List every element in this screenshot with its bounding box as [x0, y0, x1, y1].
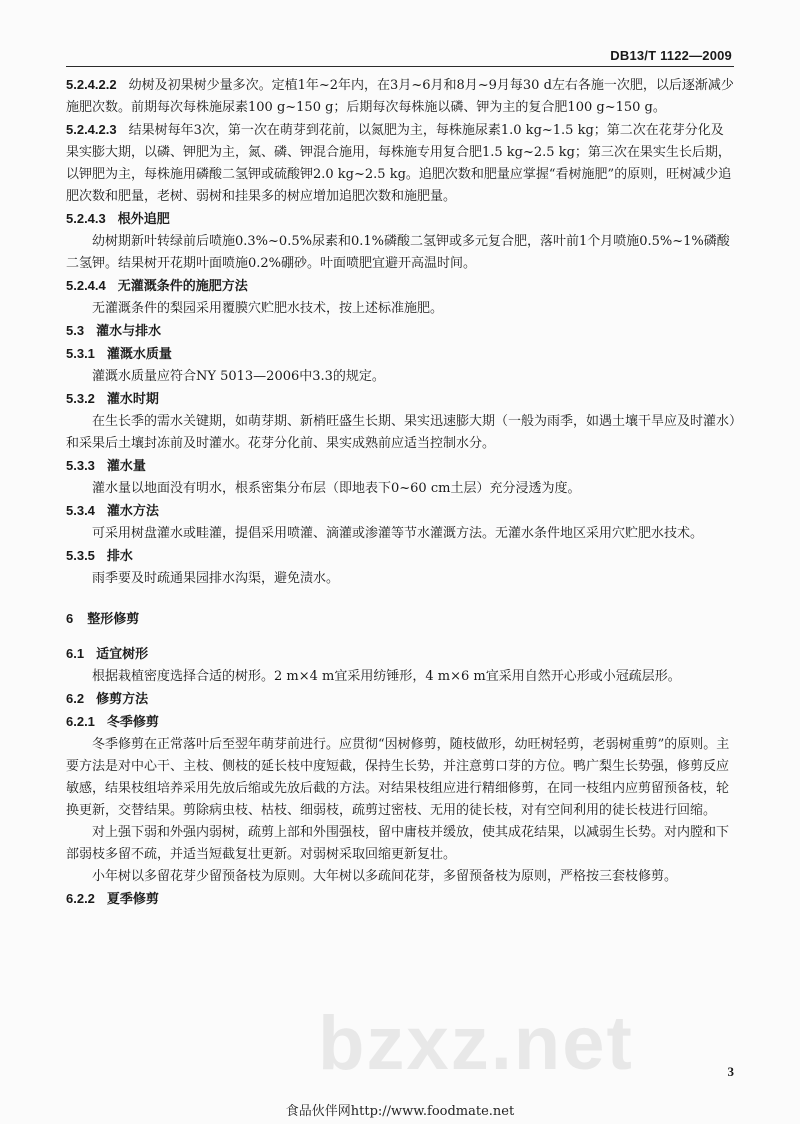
body-paragraph: 无灌溉条件的梨园采用覆膜穴贮肥水技术，按上述标准施肥。: [92, 301, 444, 316]
heading-text: 夏季修剪: [106, 892, 159, 907]
heading-text: 灌水与排水: [96, 324, 162, 339]
heading-text: 修剪方法: [96, 692, 149, 707]
page-number: 3: [727, 1064, 734, 1079]
heading-number: 6.2.2: [66, 891, 95, 906]
section-heading: [66, 888, 736, 911]
watermark: bzxz.net: [318, 1001, 634, 1086]
clause-paragraph: [66, 74, 736, 119]
section-heading: [66, 455, 736, 478]
section-heading: [66, 643, 736, 666]
section-heading: [66, 500, 736, 523]
heading-number: 5.3.5: [66, 548, 95, 563]
clause-paragraph: [66, 119, 736, 208]
section-heading: [66, 688, 736, 711]
body-paragraph: 冬季修剪在正常落叶后至翌年萌芽前进行。应贯彻“因树修剪，随枝做形，幼旺树轻剪，老弱树重剪”的原则。主要方法是对中心干、主枝、侧枝的延长枝中度短截，保持生长势，并注意剪口芽的方位。鸭广梨生长势强，修剪反应敏感，结果枝组培养采用先放后缩或先放后截的方法。对结果枝组应进行精细修剪，在同一枝组内应剪留预备枝，轮换更新，交替结果。剪除病虫枝、枯枝、细弱枝，疏剪过密枝、无用的徒长枝，对有空间利用的徒长枝进行回缩。: [66, 737, 730, 818]
heading-number: 5.3: [66, 323, 85, 338]
body-paragraph: 小年树以多留花芽少留预备枝为原则。大年树以多疏间花芽，多留预备枝为原则，严格按三套枝修剪。: [92, 869, 678, 884]
body-paragraph: 雨季要及时疏通果园排水沟渠，避免渍水。: [92, 571, 340, 586]
header-rule: [66, 66, 734, 67]
heading-number: 6.1: [66, 646, 85, 661]
section-heading: [66, 711, 736, 734]
chapter-heading: [66, 608, 736, 631]
body-paragraph: 灌溉水质量应符合NY 5013—2006中3.3的规定。: [92, 369, 385, 384]
section-heading: [66, 320, 736, 343]
heading-text: 根外追肥: [117, 212, 170, 227]
heading-number: 5.3.4: [66, 503, 95, 518]
heading-number: 5.3.1: [66, 346, 95, 361]
footer-source: 食品伙伴网http://www.foodmate.net: [285, 1104, 515, 1119]
heading-text: 灌溉水质量: [106, 347, 172, 362]
clause-text: 结果树每年3次，第一次在萌芽到花前，以氮肥为主，每株施尿素1.0 kg~1.5 kg；第二次在花芽分化及果实膨大期，以磷、钾肥为主，氮、磷、钾混合施用，每株施专用复合肥1.5 kg~2.5 kg；第三次在果实生长后期，以钾肥为主，每株施用磷酸二氢钾或硫酸钾2.0 kg~2.5 kg。追肥次数和肥量应掌握“看树施肥”的原则，旺树减少追肥次数和肥量，老树、弱树和挂果多的树应增加追肥次数和施肥量。: [66, 123, 732, 204]
heading-number: 5.3.2: [66, 391, 95, 406]
body-paragraph: 在生长季的需水关键期，如萌芽期、新梢旺盛生长期、果实迅速膨大期（一般为雨季，如遇土壤干旱应及时灌水）和采果后土壤封冻前及时灌水。花芽分化前、果实成熟前应适当控制水分。: [66, 414, 736, 451]
heading-number: 5.3.3: [66, 458, 95, 473]
heading-text: 灌水方法: [106, 504, 159, 519]
chapter-number: 6: [66, 611, 74, 626]
heading-number: 5.2.4.4: [66, 278, 106, 293]
heading-text: 冬季修剪: [106, 715, 159, 730]
heading-number: 6.2: [66, 691, 85, 706]
heading-number: 5.2.4.3: [66, 211, 106, 226]
body-paragraph: 对上强下弱和外强内弱树，疏剪上部和外围强枝，留中庸枝并缓放，使其成花结果，以减弱生长势。对内膛和下部弱枝多留不疏，并适当短截复壮更新。对弱树采取回缩更新复壮。: [66, 825, 730, 862]
body-paragraph: 根据栽植密度选择合适的树形。2 m×4 m宜采用纺锤形，4 m×6 m宜采用自然开心形或小冠疏层形。: [92, 669, 681, 684]
heading-text: 灌水量: [106, 459, 146, 474]
section-heading: [66, 545, 736, 568]
section-heading: [66, 208, 736, 231]
clause-number: 5.2.4.2.2: [66, 77, 117, 92]
section-heading: [66, 275, 736, 298]
heading-text: 适宜树形: [96, 647, 149, 662]
clause-text: 幼树及初果树少量多次。定植1年~2年内，在3月~6月和8月~9月每30 d左右各施一次肥，以后逐渐减少施肥次数。前期每次每株施尿素100 g~150 g；后期每次每株施以磷、钾为主的复合肥100 g~150 g。: [66, 78, 734, 115]
section-heading: [66, 388, 736, 411]
body-paragraph: 可采用树盘灌水或畦灌，提倡采用喷灌、滴灌或渗灌等节水灌溉方法。无灌水条件地区采用穴贮肥水技术。: [92, 526, 704, 541]
body-paragraph: 灌水量以地面没有明水，根系密集分布层（即地表下0~60 cm土层）充分浸透为度。: [92, 481, 581, 496]
section-heading: [66, 343, 736, 366]
heading-text: 灌水时期: [106, 392, 159, 407]
clause-number: 5.2.4.2.3: [66, 122, 117, 137]
heading-number: 6.2.1: [66, 714, 95, 729]
standard-code: DB13/T 1122—2009: [610, 48, 732, 63]
document-body: [66, 74, 736, 911]
body-paragraph: 幼树期新叶转绿前后喷施0.3%~0.5%尿素和0.1%磷酸二氢钾或多元复合肥，落叶前1个月喷施0.5%~1%磷酸二氢钾。结果树开花期叶面喷施0.2%硼砂。叶面喷肥宜避开高温时间。: [66, 234, 730, 271]
heading-text: 排水: [106, 549, 133, 564]
chapter-text: 整形修剪: [87, 612, 140, 627]
heading-text: 无灌溉条件的施肥方法: [117, 279, 248, 294]
